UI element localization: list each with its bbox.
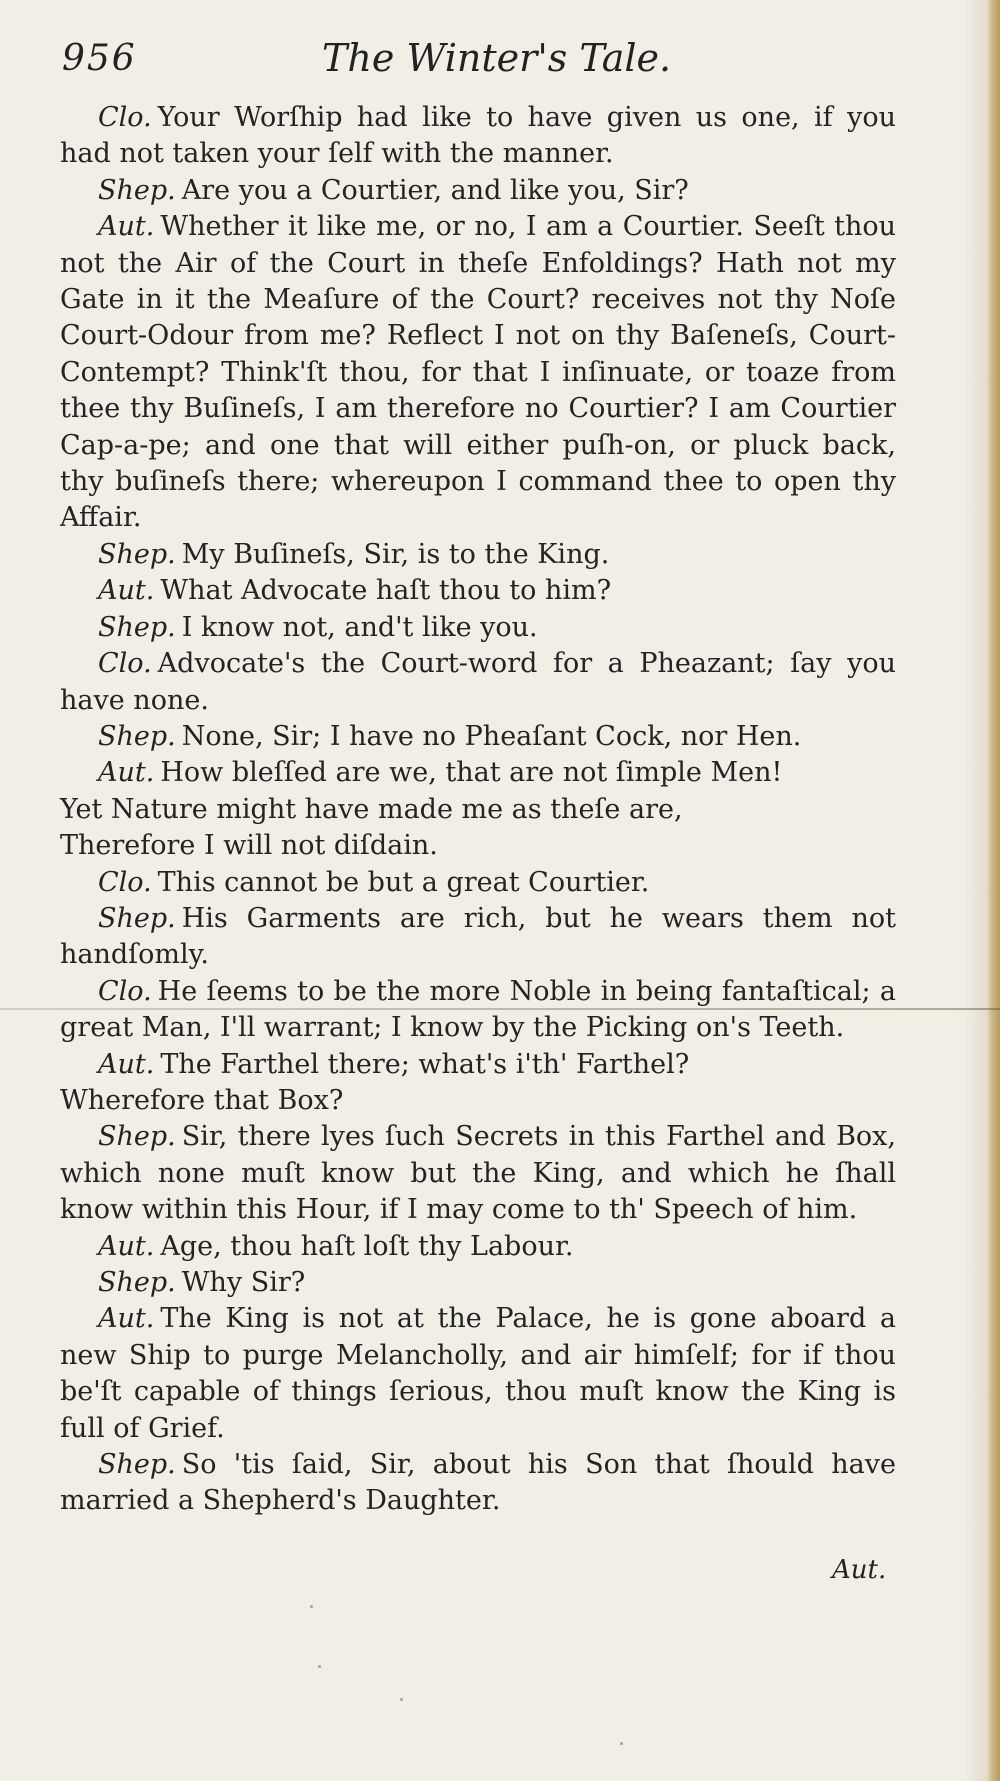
page-number: 956 bbox=[62, 38, 137, 79]
page-gutter-shadow bbox=[964, 0, 986, 1781]
speech bbox=[60, 1447, 896, 1520]
speaker-name: Clo. bbox=[98, 866, 152, 898]
verse-line: Wherefore that Box? bbox=[60, 1084, 344, 1116]
speaker-name: Aut. bbox=[98, 211, 155, 243]
speech-text: Age, thou haſt loſt thy Labour. bbox=[160, 1230, 574, 1262]
speech bbox=[60, 610, 896, 646]
speech bbox=[60, 209, 896, 537]
speaker-name: Shep. bbox=[98, 720, 176, 752]
speech-text: How bleſſed are we, that are not ſimple Men! bbox=[160, 757, 783, 789]
speech-text: The King is not at the Palace, he is gone aboard a new Ship to purge Melancholly, and air himſelf; for if thou be'ſt capable of things ſerious, thou muſt know the King is full of Grief. bbox=[60, 1303, 896, 1444]
speech-text: So 'tis ſaid, Sir, about his Son that ſhould have married a Shepherd's Daughter. bbox=[60, 1449, 896, 1517]
speech bbox=[60, 1119, 896, 1228]
speaker-name: Aut. bbox=[98, 1303, 155, 1335]
speech bbox=[60, 974, 896, 1047]
speaker-name: Aut. bbox=[98, 1230, 155, 1262]
verse-line: Yet Nature might have made me as theſe are, bbox=[60, 793, 683, 825]
speech bbox=[60, 755, 896, 791]
speech-text: Advocate's the Court-word for a Pheazant; ſay you have none. bbox=[60, 648, 896, 716]
speaker-name: Clo. bbox=[98, 648, 152, 680]
speech bbox=[60, 646, 896, 719]
verse-line: Therefore I will not diſdain. bbox=[60, 830, 438, 862]
running-head bbox=[60, 36, 920, 86]
speech-text: My Buſineſs, Sir, is to the King. bbox=[181, 538, 610, 570]
play-text bbox=[60, 100, 896, 1520]
speaker-name: Aut. bbox=[98, 757, 155, 789]
paper-speck bbox=[318, 1665, 321, 1668]
speech-text: Your Worſhip had like to have given us one, if you had not taken your ſelf with the manner. bbox=[60, 102, 896, 170]
speech bbox=[60, 537, 896, 573]
running-title: The Winter's Tale. bbox=[322, 36, 672, 80]
speech bbox=[60, 173, 896, 209]
speech bbox=[60, 1301, 896, 1447]
speech-text: I know not, and't like you. bbox=[181, 611, 538, 643]
speech-text: His Garments are rich, but he wears them not handſomly. bbox=[60, 902, 896, 971]
speaker-name: Aut. bbox=[98, 575, 155, 607]
speech-text: What Advocate haſt thou to him? bbox=[160, 575, 612, 607]
speech bbox=[60, 573, 896, 609]
speaker-name: Clo. bbox=[98, 102, 152, 133]
speaker-name: Shep. bbox=[98, 538, 176, 570]
speech-text: Whether it like me, or no, I am a Courtier. Seeſt thou not the Air of the Court in theſe Enfoldings? Hath not my Gate in it the Meaſure of the Court? receives not thy Noſe Court-Odour from me? Reflect I not on thy Baſeneſs, Court-Contempt? Think'ſt thou, for that I inſinuate, or toaze from thee thy Buſineſs, I am therefore no Courtier? I am Courtier Cap-a-pe; and one that will either puſh-on, or pluck back, thy buſineſs there; whereupon I command thee to open thy Affair. bbox=[60, 211, 896, 534]
speech bbox=[60, 1265, 896, 1301]
speech bbox=[60, 901, 896, 974]
speaker-name: Shep. bbox=[98, 1121, 176, 1153]
speaker-name: Shep. bbox=[98, 1449, 176, 1481]
speech bbox=[60, 865, 896, 901]
speech bbox=[60, 1229, 896, 1265]
speech-text: He ſeems to be the more Noble in being fantaſtical; a great Man, I'll warrant; I know by the Picking on's Teeth. bbox=[60, 975, 896, 1044]
page-edge bbox=[986, 0, 1000, 1781]
speaker-name: Shep. bbox=[98, 611, 176, 643]
speaker-name: Shep. bbox=[98, 902, 176, 934]
speech-text: Are you a Courtier, and like you, Sir? bbox=[181, 174, 689, 206]
speech bbox=[60, 1047, 896, 1083]
speaker-name: Shep. bbox=[98, 174, 176, 206]
speech-text: Sir, there lyes ſuch Secrets in this Farthel and Box, which none muſt know but the King, and which he ſhall know within this Hour, if I may come to th' Speech of him. bbox=[60, 1121, 896, 1226]
speaker-name: Aut. bbox=[98, 1048, 155, 1080]
paper-speck bbox=[400, 1698, 403, 1701]
speaker-name: Shep. bbox=[98, 1267, 176, 1298]
speech-text: Why Sir? bbox=[181, 1267, 306, 1298]
speech bbox=[60, 719, 896, 755]
speaker-name: Clo. bbox=[98, 975, 152, 1007]
speech-text: The Farthel there; what's i'th' Farthel? bbox=[160, 1048, 690, 1080]
speech-text: None, Sir; I have no Pheaſant Cock, nor Hen. bbox=[181, 720, 802, 752]
catchword: Aut. bbox=[832, 1555, 887, 1585]
speech bbox=[60, 100, 896, 173]
speech-text: This cannot be but a great Courtier. bbox=[157, 866, 650, 898]
paper-speck bbox=[620, 1742, 623, 1745]
paper-speck bbox=[310, 1605, 313, 1608]
